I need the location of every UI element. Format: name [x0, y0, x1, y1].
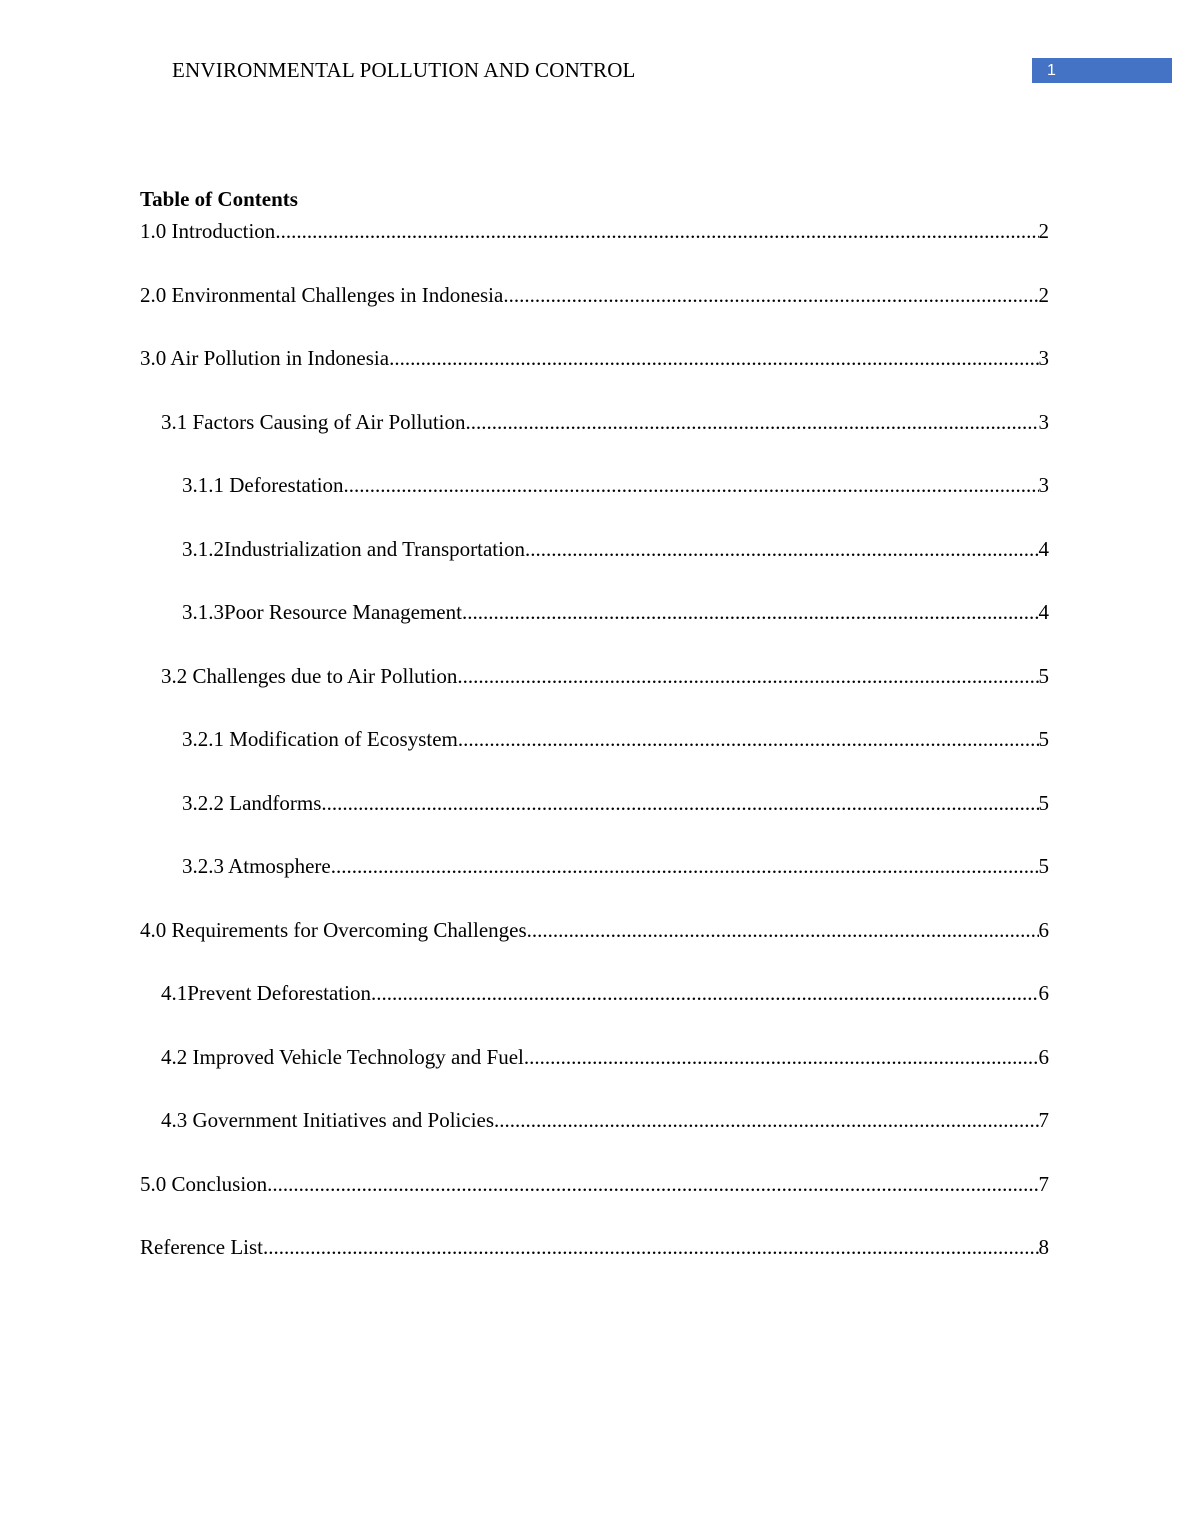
toc-entry[interactable]	[140, 536, 1049, 600]
toc-entry-page-number: 5	[1038, 790, 1049, 815]
toc-dot-leader	[263, 1234, 1038, 1261]
toc-entry[interactable]	[140, 853, 1049, 917]
toc-dot-leader	[331, 853, 1039, 880]
toc-dot-leader	[457, 663, 1038, 690]
toc-entry[interactable]	[140, 790, 1049, 854]
toc-dot-leader	[466, 409, 1039, 436]
toc-dot-leader	[503, 282, 1038, 309]
toc-dot-leader	[458, 726, 1039, 753]
toc-entry-title: 3.2.2 Landforms	[182, 790, 322, 815]
toc-entry-page-number: 2	[1038, 282, 1049, 307]
page-number-badge: 1	[1032, 58, 1172, 83]
toc-entry[interactable]	[140, 917, 1049, 981]
toc-entry-page-number: 3	[1038, 473, 1049, 497]
toc-entry[interactable]	[140, 726, 1049, 790]
toc-entry-page-number: 4	[1038, 536, 1049, 561]
toc-entry-title: 1.0 Introduction	[140, 219, 276, 243]
toc-entry-page-number: 5	[1038, 727, 1049, 751]
toc-entry-title: 4.1Prevent Deforestation	[161, 981, 371, 1005]
toc-entry-title: 4.2 Improved Vehicle Technology and Fuel	[161, 1044, 524, 1069]
toc-entry[interactable]	[140, 663, 1049, 727]
toc-entry[interactable]	[140, 218, 1049, 282]
toc-entry-title: 3.1 Factors Causing of Air Pollution	[161, 409, 466, 434]
toc-entry-title: 5.0 Conclusion	[140, 1171, 268, 1196]
toc-entry[interactable]	[140, 409, 1049, 473]
toc-entry-title: 2.0 Environmental Challenges in Indonesia	[140, 282, 504, 307]
toc-heading: Table of Contents	[140, 187, 298, 211]
toc-entry-page-number: 7	[1038, 1108, 1049, 1132]
toc-entry[interactable]	[140, 980, 1049, 1044]
toc-entry-title: 4.3 Government Initiatives and Policies	[161, 1108, 495, 1132]
toc-entry-page-number: 6	[1038, 917, 1049, 942]
toc-entry-title: 3.2.3 Atmosphere	[182, 854, 331, 878]
toc-dot-leader	[321, 790, 1038, 817]
toc-entry[interactable]	[140, 1044, 1049, 1108]
toc-entry-title: Reference List	[140, 1235, 264, 1259]
toc-dot-leader	[275, 218, 1038, 245]
toc-entry-title: 3.1.2Industrialization and Transportation	[182, 536, 525, 561]
toc-entry-title: 3.0 Air Pollution in Indonesia	[140, 346, 390, 370]
toc-entry-page-number: 8	[1038, 1235, 1049, 1259]
toc-entry[interactable]	[140, 472, 1049, 536]
toc-entry-page-number: 3	[1038, 409, 1049, 434]
toc-dot-leader	[267, 1171, 1038, 1198]
toc-entry[interactable]	[140, 1107, 1049, 1171]
toc-entry-title: 3.1.3Poor Resource Management	[182, 600, 462, 624]
toc-entry-page-number: 6	[1038, 1044, 1049, 1069]
toc-dot-leader	[524, 1044, 1039, 1071]
toc-entry-title: 3.2 Challenges due to Air Pollution	[161, 663, 458, 688]
toc-dot-leader	[462, 599, 1039, 626]
toc-entry[interactable]	[140, 345, 1049, 409]
toc-entry-page-number: 5	[1038, 854, 1049, 878]
toc-entry-title: 3.2.1 Modification of Ecosystem	[182, 727, 458, 751]
document-title: ENVIRONMENTAL POLLUTION AND CONTROL	[172, 58, 636, 82]
toc-entry-page-number: 3	[1038, 346, 1049, 370]
toc-entry[interactable]	[140, 1171, 1049, 1235]
toc-dot-leader	[494, 1107, 1038, 1134]
toc-entry[interactable]	[140, 282, 1049, 346]
table-of-contents	[140, 218, 1049, 1298]
toc-entry-page-number: 4	[1038, 600, 1049, 624]
toc-entry-page-number: 2	[1038, 219, 1049, 243]
toc-entry-page-number: 6	[1038, 981, 1049, 1005]
toc-entry-page-number: 7	[1038, 1171, 1049, 1196]
toc-entry[interactable]	[140, 599, 1049, 663]
toc-dot-leader	[389, 345, 1038, 372]
toc-entry[interactable]	[140, 1234, 1049, 1298]
toc-dot-leader	[527, 917, 1039, 944]
toc-dot-leader	[371, 980, 1039, 1007]
toc-entry-title: 3.1.1 Deforestation	[182, 473, 344, 497]
toc-dot-leader	[525, 536, 1039, 563]
toc-entry-page-number: 5	[1038, 663, 1049, 688]
toc-dot-leader	[344, 472, 1039, 499]
toc-entry-title: 4.0 Requirements for Overcoming Challenges	[140, 917, 527, 942]
